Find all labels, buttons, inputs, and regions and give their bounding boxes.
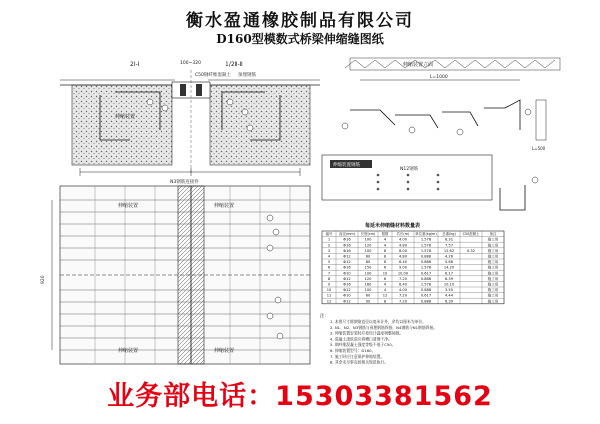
table-cell: 4: [383, 282, 387, 287]
right-dim: L=1000: [430, 75, 448, 80]
table-cell: 100: [364, 271, 372, 276]
table-cell: 90: [365, 299, 371, 304]
table-cell: 施工用: [487, 254, 499, 259]
label-concrete: 伸缩装置: [115, 114, 136, 120]
table-cell: 8: [327, 276, 331, 281]
table-cell: 4: [383, 243, 387, 248]
table-cell: 7.57: [444, 243, 454, 248]
table-cell: 施工用: [487, 271, 499, 276]
table-cell: 120: [364, 276, 372, 281]
table-cell: Φ10: [343, 293, 351, 298]
table-cell: 6.40: [398, 282, 408, 287]
plan-label-4: 伸缩装置: [214, 348, 235, 354]
table-cell: 0.617: [420, 293, 432, 298]
table-cell: 120: [364, 243, 372, 248]
table-cell: 14.20: [443, 265, 455, 270]
note-line: 5. 钢纤维混凝土强度等级不低于C50。: [330, 342, 396, 348]
table-cell: 6.31: [444, 237, 454, 242]
table-cell: 2: [327, 243, 331, 248]
table-cell: 6.17: [444, 271, 454, 276]
table-cell: 1.578: [420, 237, 432, 242]
note-line: 6. 伸缩装置型号：D160。: [330, 348, 376, 353]
table-cell: 1.578: [420, 282, 432, 287]
table-cell: Φ12: [343, 288, 351, 293]
table-cell: 60: [365, 293, 371, 298]
table-cell: 施工用: [487, 282, 499, 287]
material-table: [322, 222, 504, 304]
table-header-cell: C50混凝土: [462, 232, 480, 237]
drawing-subtitle: D160型模数式桥梁伸缩缝图纸: [216, 32, 384, 46]
table-cell: 4: [327, 254, 331, 259]
small-dim: L=500: [532, 146, 546, 151]
table-cell: 80: [365, 260, 371, 265]
table-cell: 施工用: [487, 288, 499, 293]
table-cell: 4.80: [398, 254, 408, 259]
table-cell: Φ12: [343, 260, 351, 265]
table-cell: 施工用: [487, 276, 499, 281]
note-line: 4. 混凝土浇筑前应将槽口清理干净。: [330, 336, 392, 342]
table-cell: 8: [383, 260, 387, 265]
table-cell: 10: [326, 288, 332, 293]
table-header-cell: 备注: [489, 232, 497, 237]
note-line: 1. 本图尺寸除钢筋直径以毫米计外，余均以厘米为单位。: [330, 319, 426, 324]
phone-line: [0, 374, 600, 413]
plan-view: [40, 178, 310, 364]
notes-title: 注：: [320, 314, 329, 319]
phone-label: 业务部电话：: [107, 381, 276, 412]
table-cell: 9.00: [398, 265, 408, 270]
table-header-cell: 共长(m): [396, 232, 410, 237]
dim-bottom: 920: [41, 275, 46, 284]
dim-top: 100~320: [180, 61, 201, 66]
company-name: 衡水盈通橡胶制品有限公司: [186, 11, 414, 31]
table-cell: 10.10: [443, 282, 455, 287]
table-cell: 4: [383, 237, 387, 242]
label-c50: C50钢纤维混凝土: [195, 73, 231, 78]
table-cell: 1: [327, 237, 331, 242]
table-cell: 100: [364, 248, 372, 253]
table-cell: 0.888: [420, 276, 432, 281]
table-cell: 0.888: [420, 254, 432, 259]
notes-block: [320, 312, 437, 365]
table-cell: 5.68: [444, 260, 454, 265]
table-cell: 9: [327, 282, 331, 287]
table-cell: 3.55: [444, 288, 454, 293]
rebar-label: N12钢筋: [400, 167, 419, 172]
plan-label-top: N3钢筋连接件: [170, 180, 199, 185]
table-cell: 6.39: [444, 299, 454, 304]
table-cell: 施工用: [487, 293, 499, 298]
table-cell: 8: [383, 248, 387, 253]
table-cell: 4.44: [444, 293, 454, 298]
table-cell: 7.20: [398, 293, 408, 298]
table-cell: 0.32: [466, 248, 476, 253]
section-b-title: 1/2Ⅱ-Ⅱ: [225, 61, 243, 68]
table-cell: 施工用: [487, 265, 499, 270]
table-cell: 0.888: [420, 260, 432, 265]
table-cell: 4.00: [398, 288, 408, 293]
note-line: 3. 伸缩装置安装时应按设计温度调整间隙。: [330, 330, 404, 336]
table-cell: 7: [327, 271, 331, 276]
table-cell: Φ16: [343, 248, 351, 253]
table-cell: 100: [364, 237, 372, 242]
table-cell: 160: [364, 282, 372, 287]
right-title: 伸缩装置立面: [403, 62, 434, 68]
table-cell: 5: [327, 260, 331, 265]
table-cell: 60: [365, 254, 371, 259]
table-cell: 施工用: [487, 299, 499, 304]
table-header-cell: 直径(mm): [338, 232, 356, 237]
table-cell: 4: [383, 288, 387, 293]
table-header-cell: 单位重(kg/m): [415, 232, 437, 237]
table-cell: 8: [383, 254, 387, 259]
table-cell: 150: [364, 265, 372, 270]
rebar-box-label: 伸缩装置钢筋: [333, 163, 360, 168]
table-cell: 7.20: [398, 276, 408, 281]
table-cell: Φ12: [343, 299, 351, 304]
table-cell: 4.80: [398, 243, 408, 248]
table-cell: 3: [327, 248, 331, 253]
table-header-cell: 总重(kg): [442, 232, 456, 237]
table-cell: 6: [327, 265, 331, 270]
table-cell: 11: [326, 293, 332, 298]
plan-label-3: 伸缩装置: [118, 348, 139, 354]
table-cell: 施工用: [487, 248, 499, 253]
table-cell: 0.888: [420, 299, 432, 304]
table-cell: Φ16: [343, 282, 351, 287]
table-cell: 0.888: [420, 288, 432, 293]
table-cell: 10.00: [397, 271, 409, 276]
table-cell: 12: [326, 299, 332, 304]
elevation-view: [342, 58, 560, 151]
table-cell: 100: [364, 288, 372, 293]
table-header-cell: 长度(cm): [360, 232, 376, 237]
table-cell: 4.00: [398, 237, 408, 242]
phone-number: 15303381562: [275, 381, 493, 412]
table-cell: Φ10: [343, 271, 351, 276]
table-cell: 8.00: [398, 248, 408, 253]
section-a-title: 2I-I: [130, 61, 140, 68]
table-cell: 4.26: [444, 254, 454, 259]
note-line: 2. N1、N2、N3钢筋与预埋钢筋焊接，N4钢筋与N1钢筋焊接。: [330, 324, 438, 330]
table-cell: 6.39: [444, 276, 454, 281]
table-header-cell: 根数: [381, 232, 389, 237]
table-cell: 6: [383, 276, 387, 281]
table-cell: 0.617: [420, 271, 432, 276]
table-cell: 10: [382, 271, 388, 276]
rebar-detail: [322, 155, 538, 210]
table-cell: Φ16: [343, 237, 351, 242]
table-cell: Φ12: [343, 254, 351, 259]
table-cell: 1.578: [420, 265, 432, 270]
table-cell: 施工用: [487, 237, 499, 242]
table-title: 每延米伸缩缝材料数量表: [365, 223, 421, 229]
plan-label-2: 伸缩装置: [214, 203, 235, 209]
table-header-cell: 编号: [325, 232, 333, 237]
table-cell: 7.20: [398, 299, 408, 304]
table-cell: 8: [383, 299, 387, 304]
table-cell: 施工用: [487, 243, 499, 248]
table-cell: 12.62: [443, 248, 455, 253]
table-cell: Φ12: [343, 276, 351, 281]
note-line: 7. 施工时应注意保护伸缩装置。: [330, 353, 385, 359]
section-view: [60, 60, 320, 176]
table-cell: 1.578: [420, 248, 432, 253]
table-cell: 6.40: [398, 260, 408, 265]
note-line: 8. 其余未尽事宜按相关规范执行。: [330, 359, 388, 365]
plan-label-1: 伸缩装置: [118, 203, 139, 209]
table-cell: 1.578: [420, 243, 432, 248]
table-cell: Φ16: [343, 265, 351, 270]
table-cell: 12: [382, 293, 388, 298]
table-cell: Φ16: [343, 243, 351, 248]
table-cell: 施工用: [487, 260, 499, 265]
table-cell: 6: [383, 265, 387, 270]
label-install: 预埋钢筋: [238, 73, 256, 78]
